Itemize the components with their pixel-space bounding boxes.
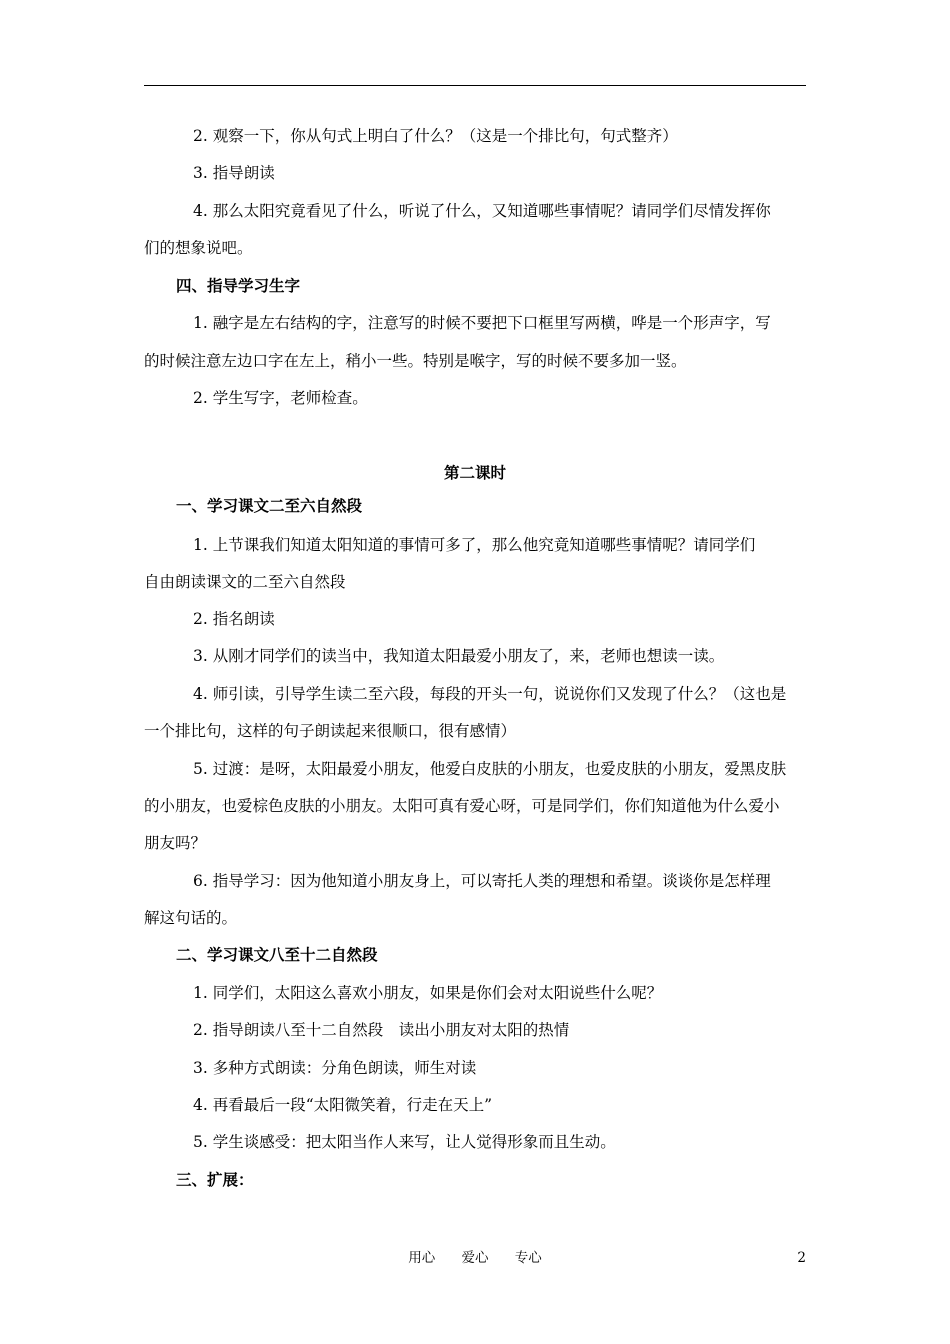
paragraph-line: 2. 指导朗读八至十二自然段 读出小朋友对太阳的热情 <box>193 1021 570 1039</box>
paragraph-line: 1. 同学们，太阳这么喜欢小朋友，如果是你们会对太阳说些什么呢？ <box>193 984 663 1002</box>
footer-word: 专心 <box>514 1250 542 1266</box>
footer-word: 爱心 <box>461 1250 489 1266</box>
section-heading: 四、指导学习生字 <box>176 276 301 295</box>
paragraph-line: 的小朋友，也爱棕色皮肤的小朋友。太阳可真有爱心呀，可是同学们，你们知道他为什么爱小 <box>144 797 780 815</box>
section-heading: 二、学习课文八至十二自然段 <box>176 945 378 964</box>
paragraph-line: 一个排比句，这样的句子朗读起来很顺口，很有感情） <box>144 722 517 740</box>
paragraph-line: 3. 多种方式朗读：分角色朗读，师生对读 <box>193 1059 477 1077</box>
paragraph-line: 2. 指名朗读 <box>193 610 275 628</box>
paragraph-line: 5. 学生谈感受：把太阳当作人来写，让人觉得形象而且生动。 <box>193 1133 616 1151</box>
paragraph-line: 3. 指导朗读 <box>193 164 275 182</box>
paragraph-line: 1. 上节课我们知道太阳知道的事情可多了，那么他究竟知道哪些事情呢？请同学们 <box>193 536 756 554</box>
paragraph-line: 4. 那么太阳究竟看见了什么，听说了什么，又知道哪些事情呢？请同学们尽情发挥你 <box>193 202 771 220</box>
paragraph-line: 5. 过渡：是呀，太阳最爱小朋友，他爱白皮肤的小朋友，也爱皮肤的小朋友，爱黑皮肤 <box>193 760 787 778</box>
lesson-title: 第二课时 <box>443 463 506 482</box>
paragraph-line: 6. 指导学习：因为他知道小朋友身上，可以寄托人类的理想和希望。谈谈你是怎样理 <box>193 872 771 890</box>
paragraph-line: 1. 融字是左右结构的字，注意写的时候不要把下口框里写两横，哗是一个形声字，写 <box>193 314 771 332</box>
header-rule <box>144 85 806 86</box>
page-footer <box>0 1249 950 1267</box>
paragraph-line: 的时候注意左边口字在左上，稍小一些。特别是喉字，写的时候不要多加一竖。 <box>144 352 687 370</box>
paragraph-line: 2. 学生写字，老师检查。 <box>193 389 368 407</box>
section-heading: 一、学习课文二至六自然段 <box>176 496 363 515</box>
paragraph-line: 解这句话的。 <box>144 909 238 927</box>
paragraph-line: 2. 观察一下，你从句式上明白了什么？（这是一个排比句，句式整齐） <box>193 127 678 145</box>
paragraph-line: 4. 师引读，引导学生读二至六段，每段的开头一句，说说你们又发现了什么？（这也是 <box>193 685 787 703</box>
section-heading: 三、扩展： <box>176 1170 254 1189</box>
paragraph-line: 们的想象说吧。 <box>144 239 253 257</box>
paragraph-line: 朋友吗？ <box>144 834 207 852</box>
paragraph-line: 3. 从刚才同学们的读当中，我知道太阳最爱小朋友了，来，老师也想读一读。 <box>193 647 725 665</box>
paragraph-line: 自由朗读课文的二至六自然段 <box>144 573 346 591</box>
page-number: 2 <box>797 1250 806 1266</box>
paragraph-line: 4. 再看最后一段“太阳微笑着，行走在天上” <box>193 1096 493 1114</box>
footer-word: 用心 <box>408 1250 436 1266</box>
